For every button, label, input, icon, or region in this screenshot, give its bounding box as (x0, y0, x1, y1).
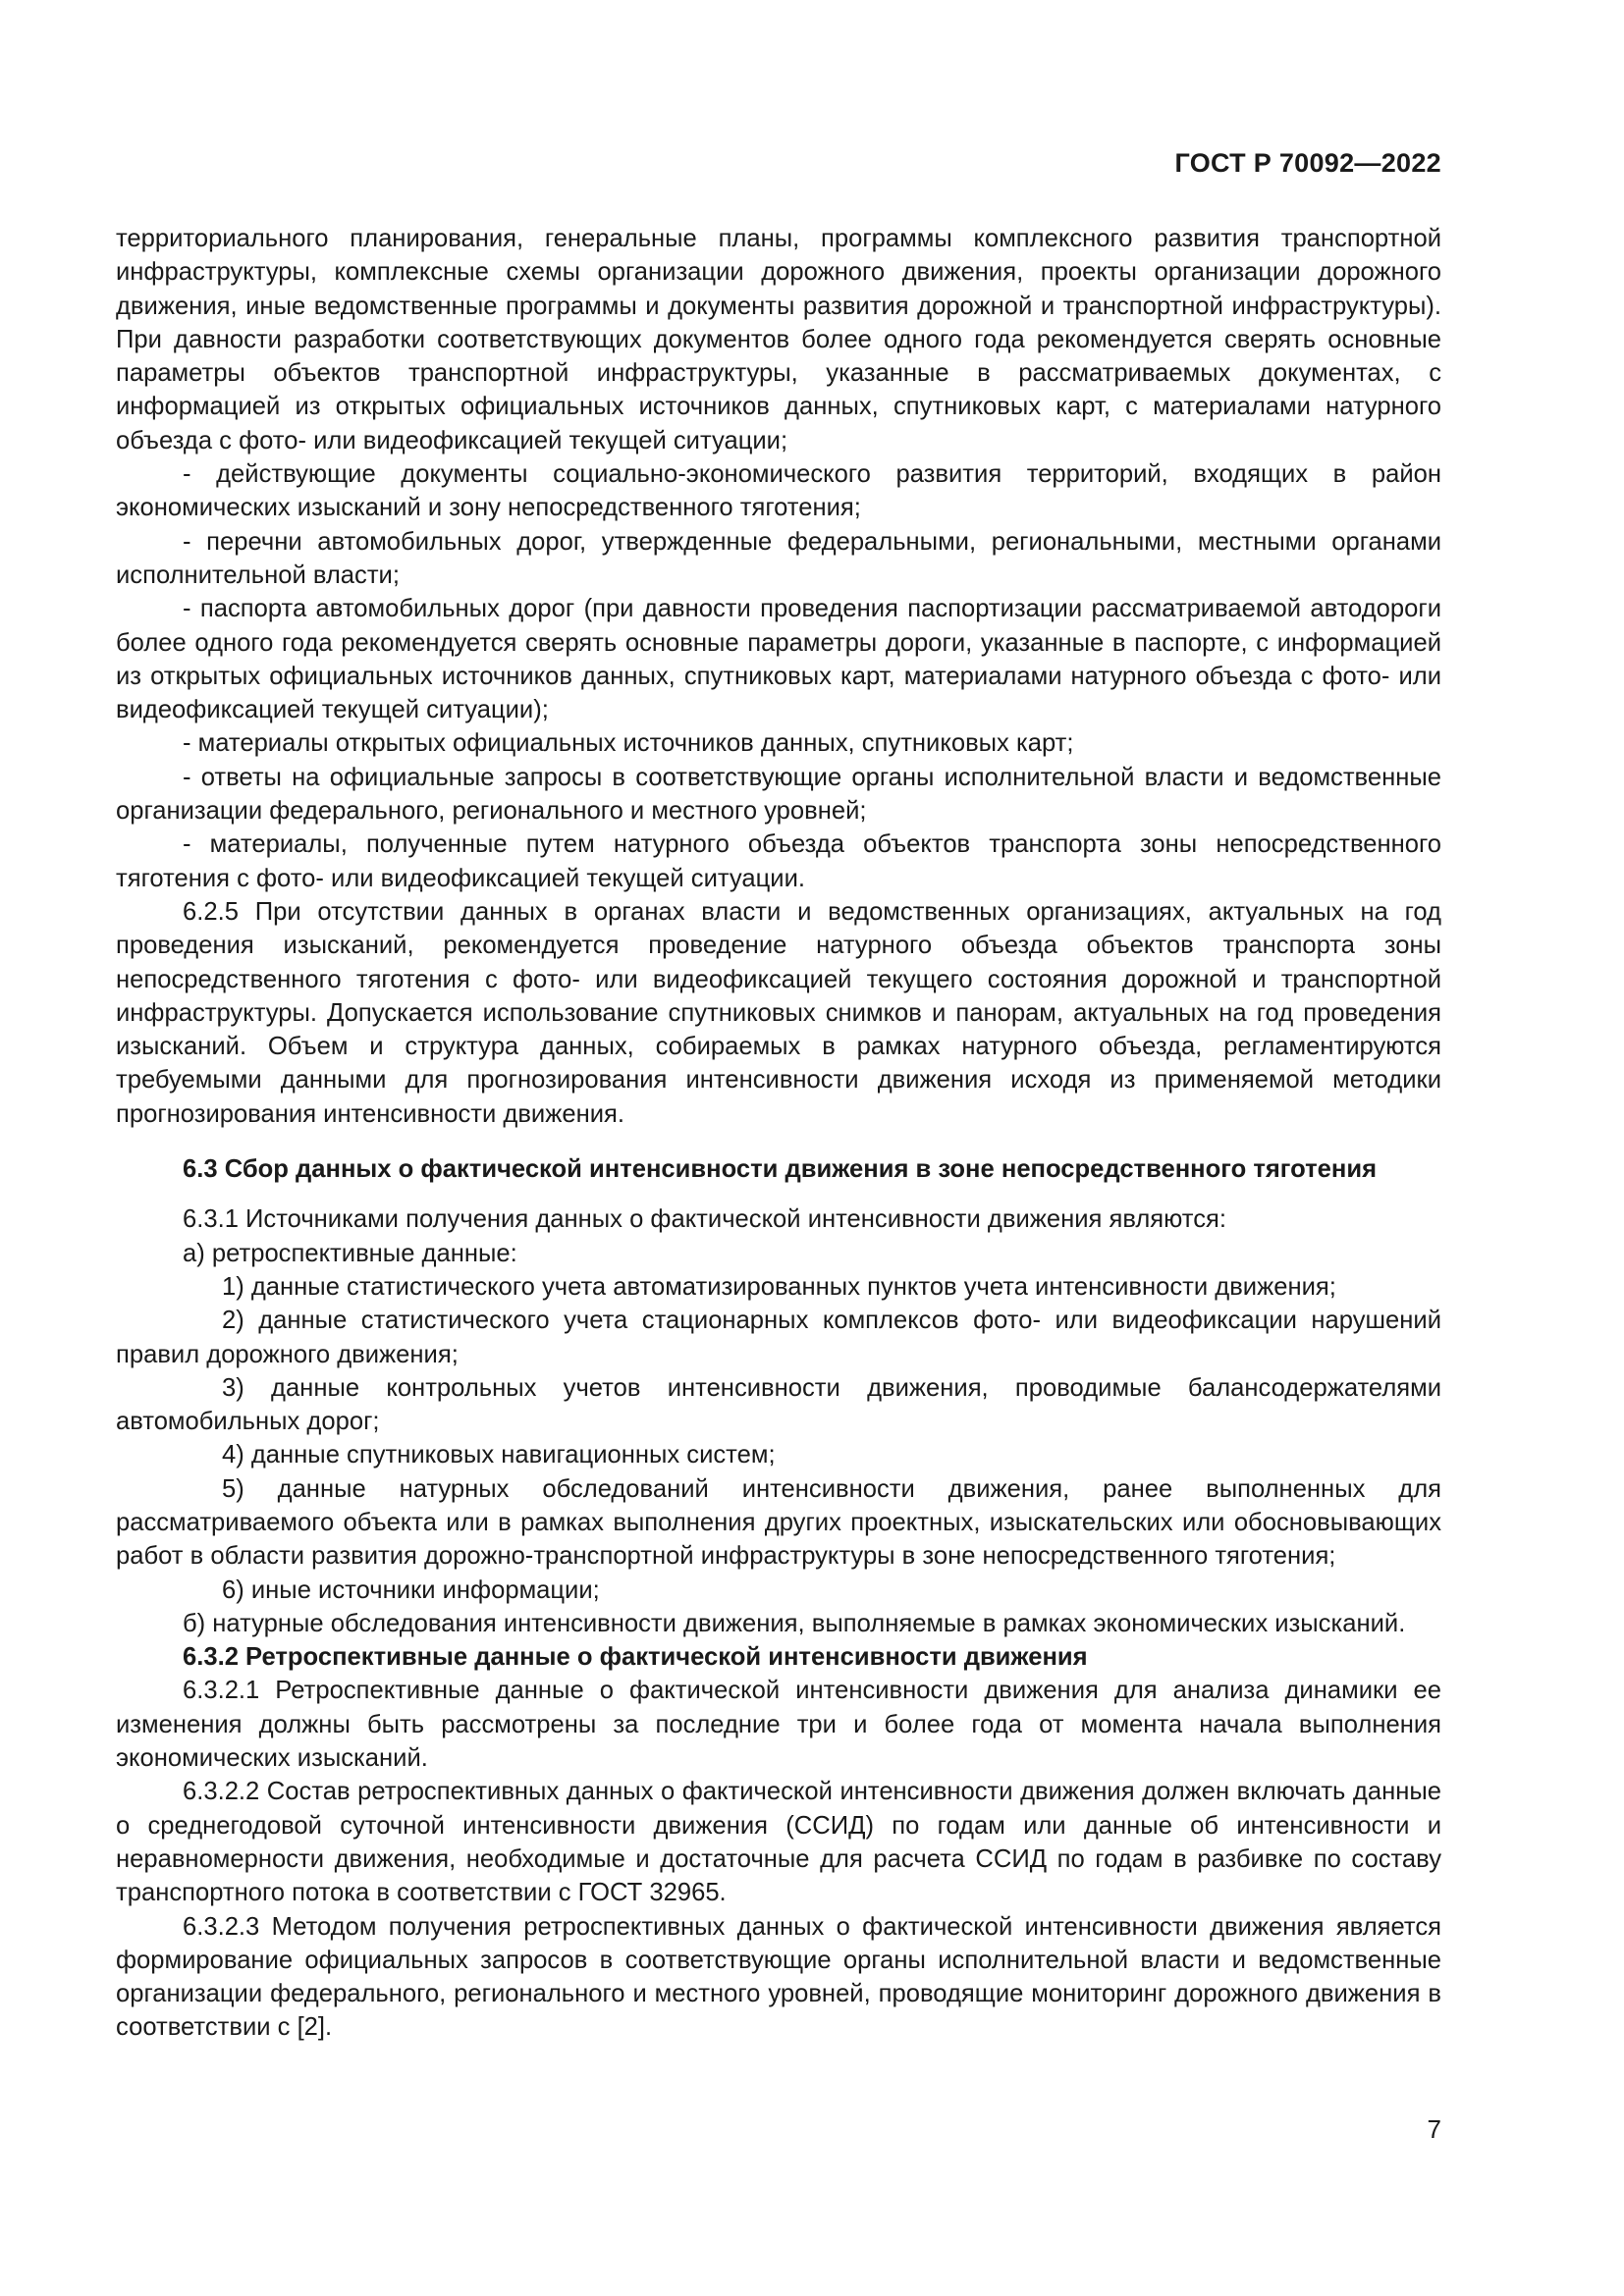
paragraph-6-3-2-3: 6.3.2.3 Методом получения ретроспективных данных о фактической интенсивности движения является формирование официальных запросов в соответствующие органы исполнительной власти и ведомственные организации федерального, регионального и местного уровней, проводящие мониторинг дорожного движения в соответствии с [2]. (116, 1912, 1441, 2042)
paragraph-6-3-1: 6.3.1 Источниками получения данных о фактической интенсивности движения являются: (183, 1205, 1226, 1234)
list-item: 2) данные статистического учета стационарных комплексов фото- или видеофиксации нарушений правил дорожного движения; (116, 1307, 1441, 1368)
document-body (116, 222, 1441, 2045)
list-item: - паспорта автомобильных дорог (при давности проведения паспортизации рассматриваемой автодороги более одного года рекомендуется сверять основные параметры дороги, указанные в паспорте, с информацией из открытых официальных источников данных, спутниковых карт, материалами натурного объезда с фото- или видеофиксацией текущей ситуации); (116, 595, 1441, 724)
list-item: - материалы, полученные путем натурного объезда объектов транспорта зоны непосредственного тяготения с фото- или видеофиксацией текущей ситуации. (116, 830, 1441, 892)
subsection-heading-6-3-2: 6.3.2 Ретроспективные данные о фактической интенсивности движения (183, 1643, 1088, 1672)
paragraph: территориального планирования, генеральные планы, программы комплексного развития транспортной инфраструктуры, комплексные схемы организации дорожного движения, проекты организации дорожного движения, иные ведомственные программы и документы развития дорожной и транспортной инфраструктуры). При давности разработки соответствующих документов более одного года рекомендуется сверять основные параметры объектов транспортной инфраструктуры, указанные в рассматриваемых документах, с информацией из открытых официальных источников данных, спутниковых карт, с материалами натурного объезда с фото- или видеофиксацией текущей ситуации; (116, 225, 1441, 454)
list-item: 4) данные спутниковых навигационных систем; (222, 1441, 776, 1469)
list-item: а) ретроспективные данные: (183, 1239, 517, 1267)
section-heading-6-3: 6.3 Сбор данных о фактической интенсивности движения в зоне непосредственного тяготения (183, 1155, 1378, 1184)
list-item: - ответы на официальные запросы в соответствующие органы исполнительной власти и ведомственные организации федерального, регионального и местного уровней; (116, 763, 1441, 826)
list-item: - действующие документы социально-экономического развития территорий, входящих в район экономических изысканий и зону непосредственного тяготения; (116, 460, 1441, 522)
paragraph-6-2-5: 6.2.5 При отсутствии данных в органах власти и ведомственных организациях, актуальных на год проведения изысканий, рекомендуется проведение натурного объезда объектов транспорта зоны непосредственного тяготения с фото- или видеофиксацией текущего состояния дорожной и транспортной инфраструктуры. Допускается использование спутниковых снимков и панорам, актуальных на год проведения изысканий. Объем и структура данных, собираемых в рамках натурного объезда, регламентируются требуемыми данными для прогнозирования интенсивности движения исходя из применяемой методики прогнозирования интенсивности движения. (116, 897, 1441, 1128)
paragraph-6-3-2-2: 6.3.2.2 Состав ретроспективных данных о фактической интенсивности движения должен включать данные о среднегодовой суточной интенсивности движения (ССИД) по годам или данные об интенсивности и неравномерности движения, необходимые и достаточные для расчета ССИД по годам в разбивке по составу транспортного потока в соответствии с ГОСТ 32965. (116, 1778, 1441, 1907)
list-item: - перечни автомобильных дорог, утвержденные федеральными, региональными, местными органами исполнительной власти; (116, 527, 1441, 589)
page-number: 7 (1427, 2114, 1441, 2144)
list-item: 3) данные контрольных учетов интенсивности движения, проводимые балансодержателями автомобильных дорог; (116, 1373, 1441, 1436)
list-item: - материалы открытых официальных источников данных, спутниковых карт; (183, 729, 1074, 758)
list-item: б) натурные обследования интенсивности движения, выполняемые в рамках экономических изысканий. (183, 1609, 1406, 1637)
standard-id-header: ГОСТ Р 70092—2022 (1174, 148, 1441, 178)
paragraph-6-3-2-1: 6.3.2.1 Ретроспективные данные о фактической интенсивности движения для анализа динамики ее изменения должны быть рассмотрены за последние три и более года от момента начала выполнения экономических изысканий. (116, 1677, 1441, 1773)
list-item: 6) иные источники информации; (222, 1575, 600, 1604)
list-item: 5) данные натурных обследований интенсивности движения, ранее выполненных для рассматриваемого объекта или в рамках выполнения других проектных, изыскательских или обосновывающих работ в области развития дорожно-транспортной инфраструктуры в зоне непосредственного тяготения; (116, 1474, 1441, 1571)
list-item: 1) данные статистического учета автоматизированных пунктов учета интенсивности движения; (222, 1272, 1336, 1301)
